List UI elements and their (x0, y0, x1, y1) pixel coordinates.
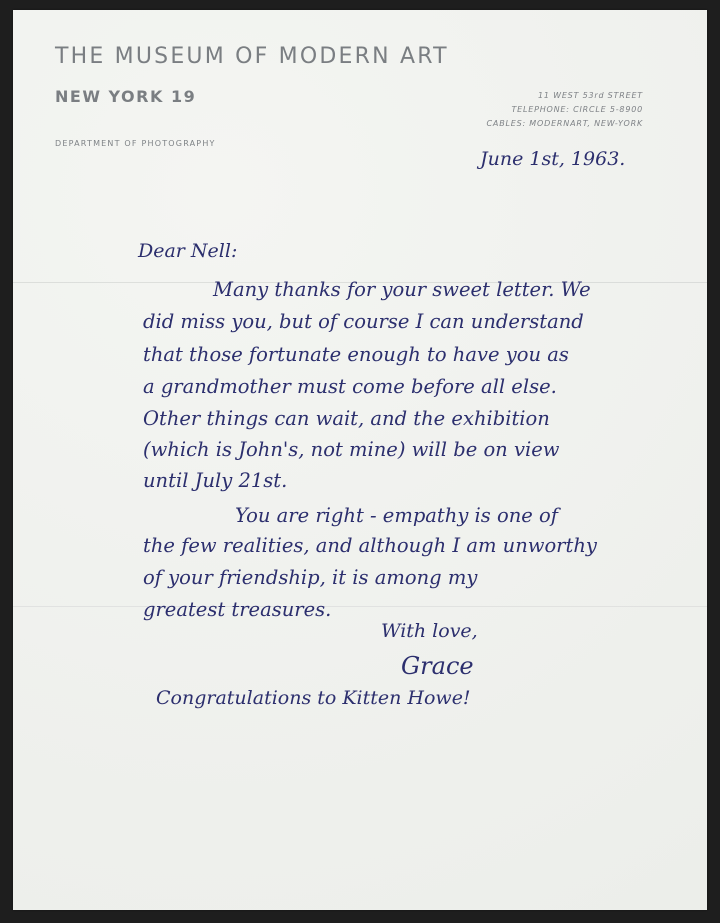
body-line: of your friendship, it is among my (143, 566, 478, 589)
body-line: the few realities, and although I am unworthy (143, 534, 597, 557)
letter-signature: Grace (401, 652, 474, 680)
body-line: a grandmother must come before all else. (143, 375, 557, 398)
body-line: Other things can wait, and the exhibition (143, 407, 550, 430)
letter-salutation: Dear Nell: (138, 240, 238, 262)
letter-date: June 1st, 1963. (480, 148, 626, 170)
body-line: did miss you, but of course I can understand (143, 310, 584, 333)
address-street: 11 WEST 53rd STREET (537, 91, 643, 100)
letterhead-title: THE MUSEUM OF MODERN ART (55, 44, 449, 69)
address-telephone: TELEPHONE: CIRCLE 5-8900 (511, 105, 643, 114)
body-line: You are right - empathy is one of (235, 504, 558, 527)
body-line: greatest treasures. (143, 598, 332, 621)
body-line: (which is John's, not mine) will be on view (143, 438, 560, 461)
letterhead-city: NEW YORK 19 (55, 87, 197, 106)
letter-sheet (13, 10, 707, 910)
letter-postscript: Congratulations to Kitten Howe! (156, 687, 471, 709)
letter-closing: With love, (381, 620, 478, 642)
fold-line (13, 606, 707, 607)
body-line: Many thanks for your sweet letter. We (213, 278, 591, 301)
letterhead-department: DEPARTMENT OF PHOTOGRAPHY (55, 139, 216, 148)
address-cables: CABLES: MODERNART, NEW-YORK (486, 119, 643, 128)
letterhead-address (487, 89, 643, 131)
body-line: until July 21st. (143, 469, 288, 492)
body-line: that those fortunate enough to have you as (143, 343, 569, 366)
